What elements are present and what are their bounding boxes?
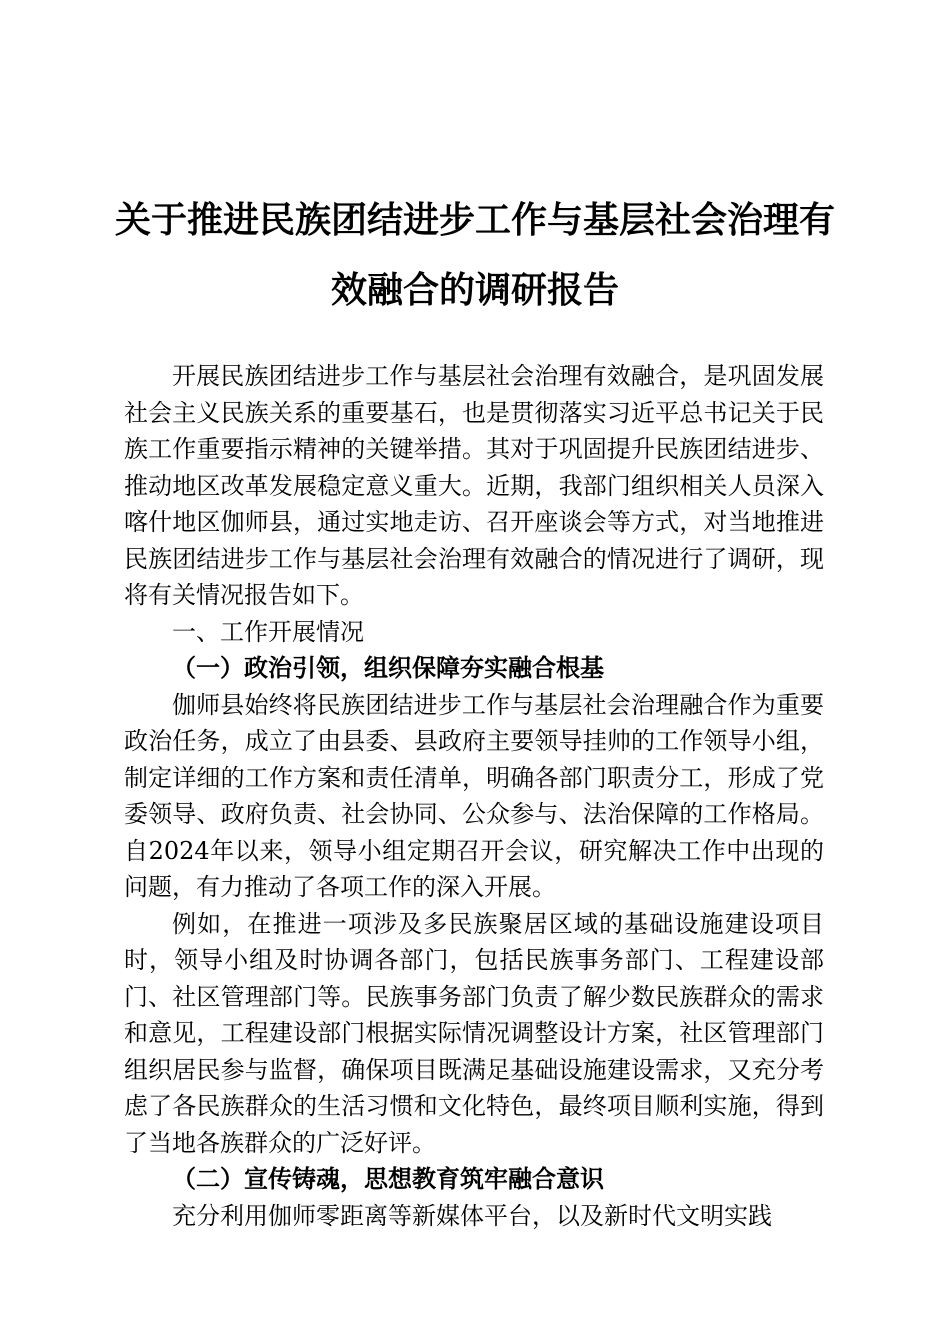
subsection-heading: （一）政治引领，组织保障夯实融合根基 — [172, 653, 604, 682]
document-body — [124, 358, 824, 1234]
subsection-heading: （二）宣传铸魂，思想教育筑牢融合意识 — [172, 1164, 604, 1193]
body-paragraph: 例如，在推进一项涉及多民族聚居区域的基础设施建设项目时，领导小组及时协调各部门，包括民族事务部门、工程建设部门、社区管理部门等。民族事务部门负责了解少数民族群众的需求和意见，工程建设部门根据实际情况调整设计方案，社区管理部门组织居民参与监督，确保项目既满足基础设施建设需求，又充分考虑了各民族群众的生活习惯和文化特色，最终项目顺利实施，得到了当地各族群众的广泛好评。 — [124, 909, 824, 1157]
document-title-line-1: 关于推进民族团结进步工作与基层社会治理有 — [114, 199, 835, 241]
body-paragraph: 伽师县始终将民族团结进步工作与基层社会治理融合作为重要政治任务，成立了由县委、县政府主要领导挂帅的工作领导小组，制定详细的工作方案和责任清单，明确各部门职责分工，形成了党委领导、政府负责、社会协同、公众参与、法治保障的工作格局。自2024年以来，领导小组定期召开会议，研究解决工作中出现的问题，有力推动了各项工作的深入开展。 — [124, 690, 824, 901]
body-paragraph: 充分利用伽师零距离等新媒体平台，以及新时代文明实践 — [172, 1201, 772, 1230]
document-title-line-2: 效融合的调研报告 — [330, 269, 619, 311]
section-heading: 一、工作开展情况 — [172, 617, 364, 646]
intro-paragraph: 开展民族团结进步工作与基层社会治理有效融合，是巩固发展社会主义民族关系的重要基石，也是贯彻落实习近平总书记关于民族工作重要指示精神的关键举措。其对于巩固提升民族团结进步、推动地区改革发展稳定意义重大。近期，我部门组织相关人员深入喀什地区伽师县，通过实地走访、召开座谈会等方式，对当地推进民族团结进步工作与基层社会治理有效融合的情况进行了调研，现将有关情况报告如下。 — [124, 362, 824, 609]
